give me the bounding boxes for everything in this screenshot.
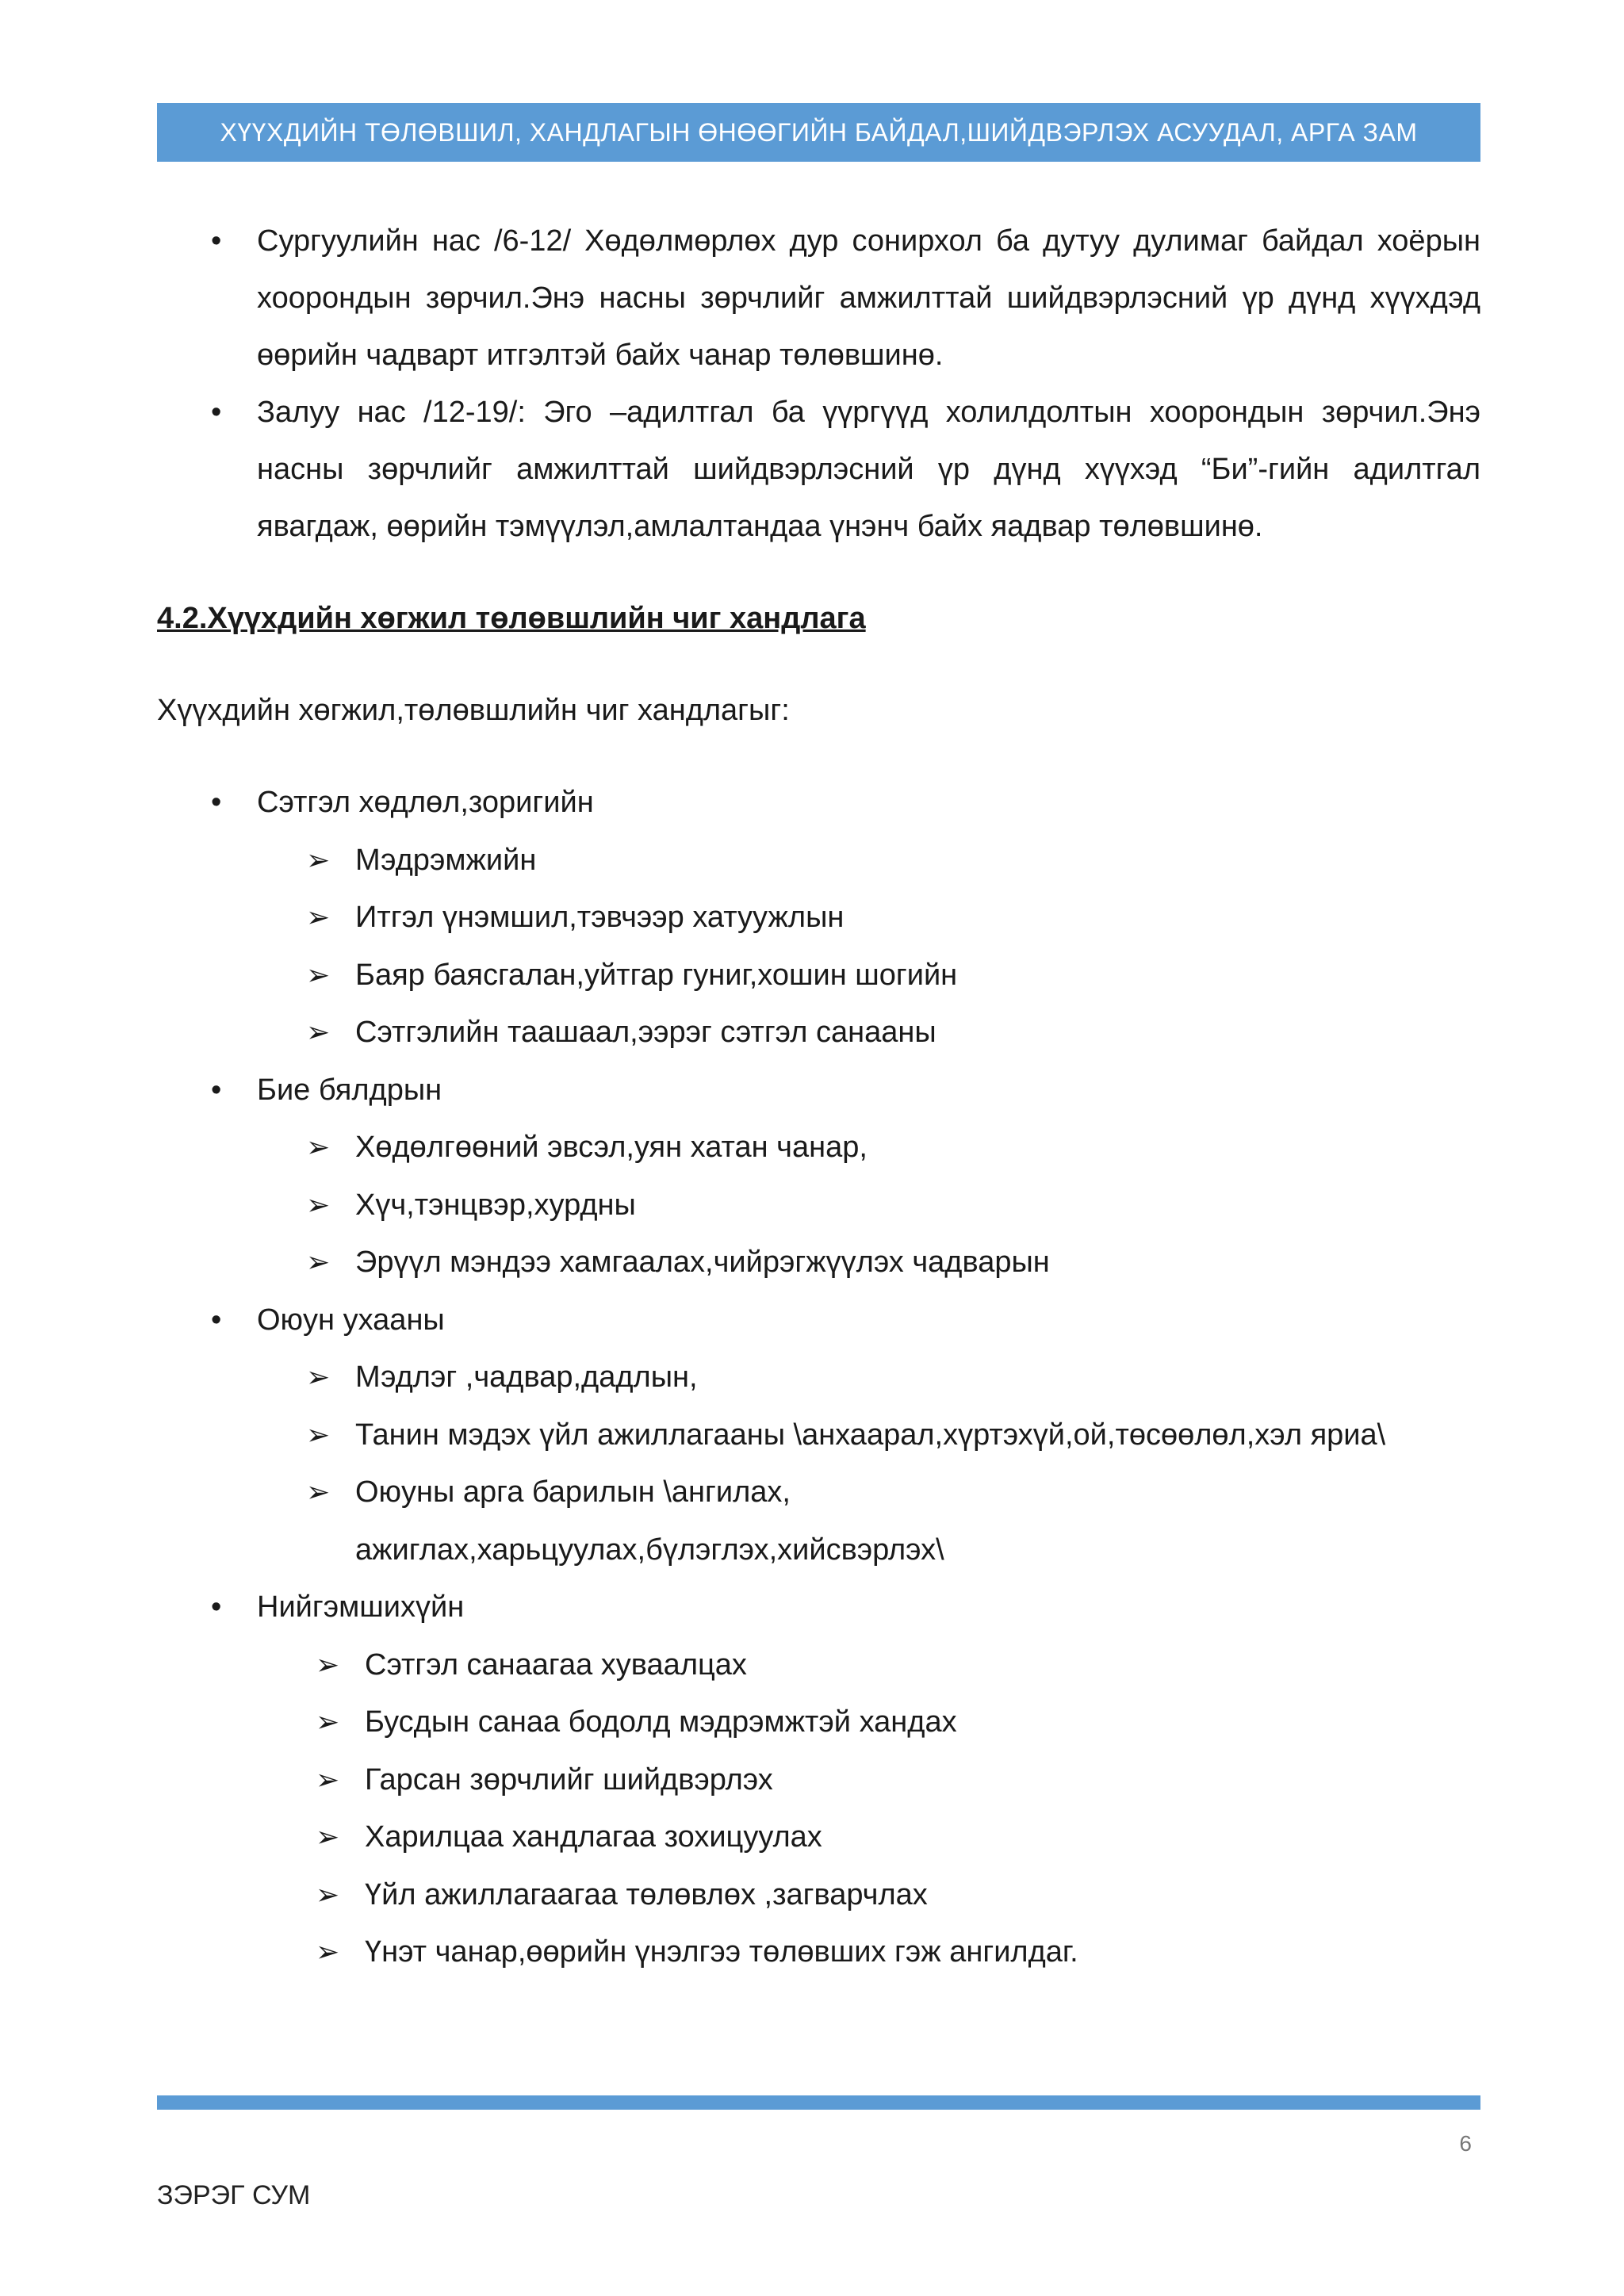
document-body [157,212,1480,1981]
arrow-bullet-icon: ➢ [306,1360,331,1393]
list-item: ➢ Оюуны арга барилын \ангилах, ажиглах,харьцуулах,бүлэглэх,хийсвэрлэх\ [157,1464,1480,1578]
intro-bullet-text: Залуу нас /12-19/: Эго –адилтгал ба үүргүүд холилдолтын хоорондын зөрчил.Энэ насны зөрчлийг амжилттай шийдвэрлэсний үр дүнд хүүхэд “Би”-гийн адилтгал явагдаж, өөрийн тэмүүлэл,амлалтандаа үнэнч байх яадвар төлөвшинө. [257,396,1480,543]
list-item: ➢ Гарсан зөрчлийг шийдвэрлэх [157,1751,1480,1809]
bullet-dot-icon: • [211,1073,222,1107]
footer-text: ЗЭРЭГ СУМ [157,2180,311,2210]
bullet-dot-icon: • [211,396,222,429]
footer-rule [157,2095,1480,2110]
arrow-bullet-icon: ➢ [306,1016,331,1048]
arrow-bullet-icon: ➢ [316,1762,340,1796]
arrow-bullet-icon: ➢ [306,958,331,991]
list-item: ➢ Мэдлэг ,чадвар,дадлын, [157,1349,1480,1406]
list-item: ➢ Сэтгэлийн таашаал,ээрэг сэтгэл санааны [157,1004,1480,1062]
list-group-label: • Нийгэмшихүйн [157,1578,1480,1636]
arrow-bullet-icon: ➢ [306,901,331,933]
list-item: ➢ Итгэл үнэмшил,тэвчээр хатуужлын [157,889,1480,947]
arrow-bullet-icon: ➢ [306,843,331,876]
bullet-dot-icon: • [211,224,222,258]
arrow-bullet-icon: ➢ [306,1188,331,1221]
arrow-bullet-icon: ➢ [316,1935,340,1968]
arrow-bullet-icon: ➢ [306,1246,331,1278]
intro-bullet-text: Сургуулийн нас /6-12/ Хөдөлмөрлөх дур сонирхол ба дутуу дулимаг байдал хоёрын хоорондын зөрчил.Энэ насны зөрчлийг амжилттай шийдвэрлэсний үр дүнд хүүхдэд өөрийн чадварт итгэлтэй байх чанар төлөвшинө. [257,224,1480,372]
list-item: ➢ Мэдрэмжийн [157,832,1480,890]
list-item: ➢ Баяр баясгалан,уйтгар гуниг,хошин шогийн [157,947,1480,1004]
arrow-bullet-icon: ➢ [316,1877,340,1911]
section-heading: 4.2.Хүүхдийн хөгжил төлөвшлийн чиг хандлага [157,602,866,635]
list-item: ➢ Бусдын санаа бодолд мэдрэмжтэй хандах [157,1693,1480,1751]
page-number: 6 [1459,2131,1472,2156]
intro-bullet [157,212,1480,384]
bullet-dot-icon: • [211,1303,222,1337]
arrow-bullet-icon: ➢ [316,1647,340,1681]
list-item: ➢ Хүч,тэнцвэр,хурдны [157,1177,1480,1234]
list-group-label: • Оюун ухааны [157,1292,1480,1349]
bullet-dot-icon: • [211,1590,222,1624]
arrow-bullet-icon: ➢ [316,1820,340,1853]
list-item: ➢ Сэтгэл санаагаа хуваалцах [157,1636,1480,1694]
page-header-band [157,103,1480,162]
arrow-bullet-icon: ➢ [306,1131,331,1163]
intro-bullet [157,384,1480,555]
list-item: ➢ Эрүүл мэндээ хамгаалах,чийрэгжүүлэх чадварын [157,1234,1480,1292]
development-list [157,774,1480,1981]
list-item: ➢ Харилцаа хандлагаа зохицуулах [157,1808,1480,1866]
arrow-bullet-icon: ➢ [316,1705,340,1738]
arrow-bullet-icon: ➢ [306,1418,331,1451]
list-group-label: • Бие бялдрын [157,1062,1480,1119]
bullet-dot-icon: • [211,786,222,819]
header-title: ХҮҮХДИЙН ТӨЛӨВШИЛ, ХАНДЛАГЫН ӨНӨӨГИЙН БАЙДАЛ,ШИЙДВЭРЛЭХ АСУУДАЛ, АРГА ЗАМ [220,118,1418,147]
section-intro: Хүүхдийн хөгжил,төлөвшлийн чиг хандлагыг: [157,694,790,727]
list-item: ➢ Үнэт чанар,өөрийн үнэлгээ төлөвших гэж ангилдаг. [157,1923,1480,1981]
list-item: ➢ Үйл ажиллагаагаа төлөвлөх ,загварчлах [157,1866,1480,1924]
list-item: ➢ Танин мэдэх үйл ажиллагааны \анхаарал,хүртэхүй,ой,төсөөлөл,хэл яриа\ [157,1406,1480,1464]
arrow-bullet-icon: ➢ [306,1475,331,1508]
list-item: ➢ Хөдөлгөөний эвсэл,уян хатан чанар, [157,1119,1480,1177]
list-group-label: • Сэтгэл хөдлөл,зоригийн [157,774,1480,832]
